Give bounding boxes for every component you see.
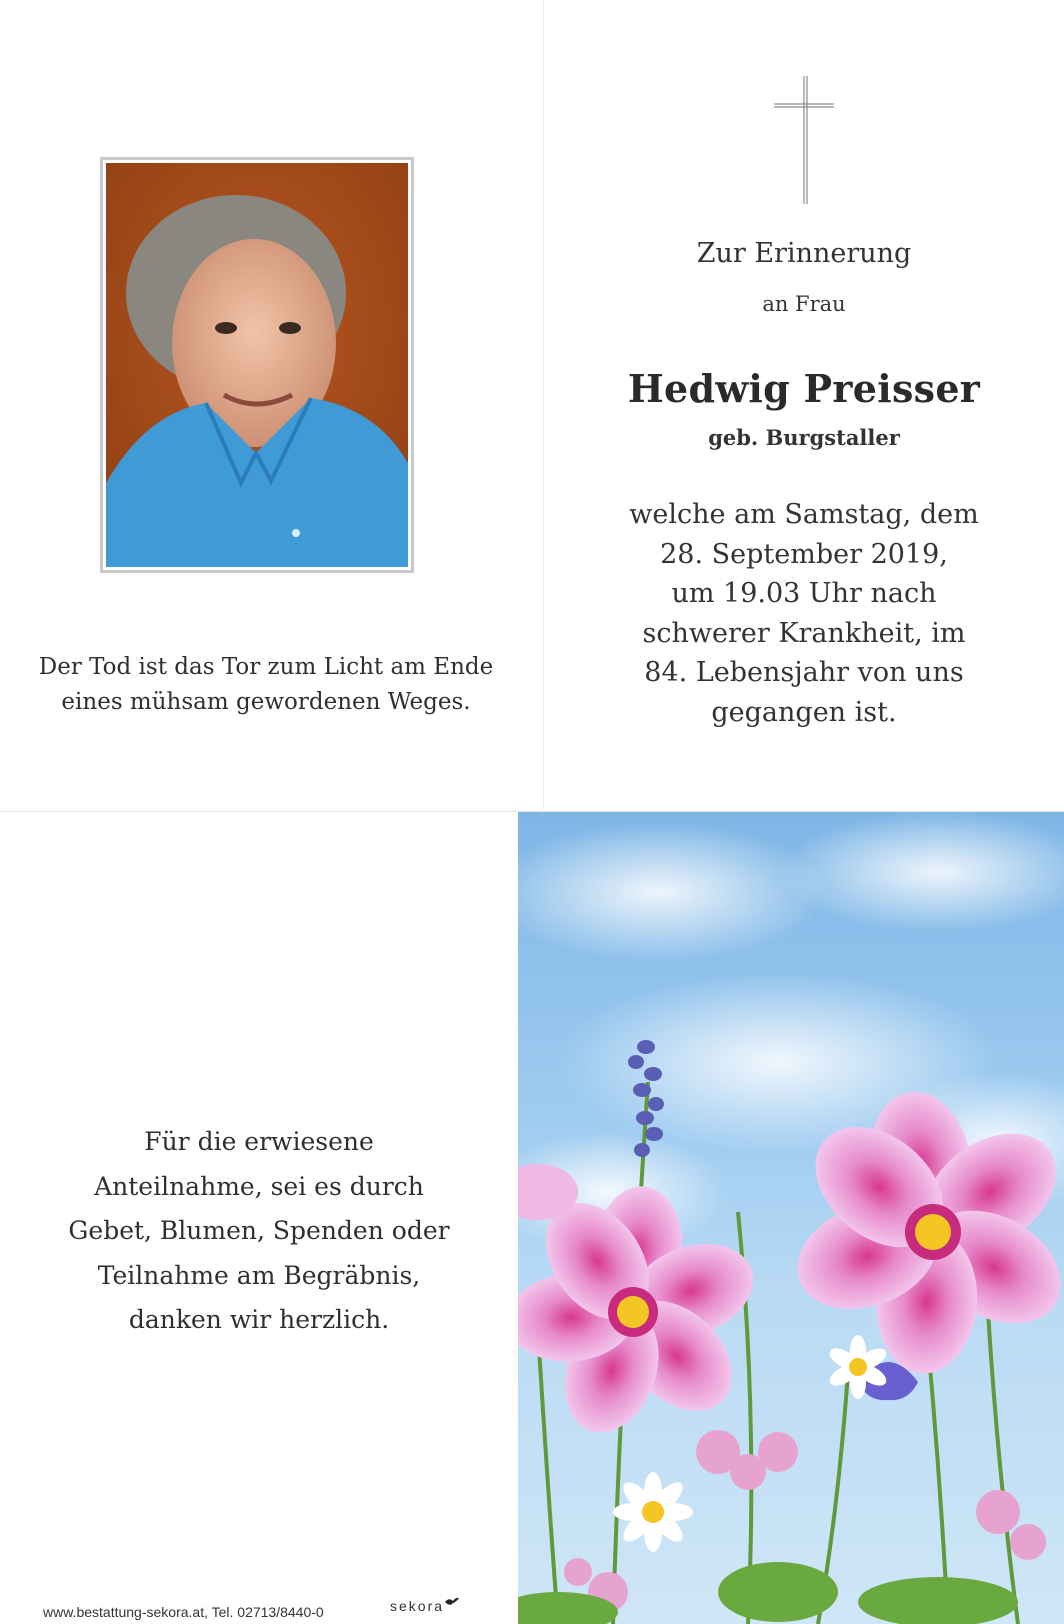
thanks-line: Für die erwiesene (144, 1127, 374, 1156)
fold-line-vertical (543, 0, 544, 812)
death-notice-line: 28. September 2019, (660, 538, 948, 570)
death-notice-line: 84. Lebensjahr von uns (644, 657, 964, 688)
memorial-intro: Zur Erinnerung (696, 238, 912, 269)
death-notice-line: gegangen ist. (711, 696, 897, 728)
fold-line-horizontal (0, 811, 1064, 812)
thanks-line: Gebet, Blumen, Spenden oder (68, 1216, 450, 1245)
quote-line-1: Der Tod ist das Tor zum Licht am Ende (38, 654, 494, 680)
thanks-line: Teilnahme am Begräbnis, (97, 1260, 421, 1290)
bird-logo-icon (444, 1596, 460, 1608)
death-notice-line: schwerer Krankheit, im (642, 617, 966, 649)
footer-contact: www.bestattung-sekora.at, Tel. 02713/8440-0 (43, 1604, 324, 1620)
death-notice-line: um 19.03 Uhr nach (671, 578, 937, 609)
panel-memorial (544, 0, 1064, 812)
panel-flowers (518, 812, 1064, 1624)
quote-line-2: eines mühsam gewordenen Weges. (61, 689, 471, 715)
footer-brand: sekora (390, 1598, 445, 1614)
flower-meadow-image (518, 812, 1064, 1624)
death-notice-line: welche am Samstag, dem (629, 499, 979, 530)
panel-photo (0, 0, 544, 812)
portrait-photo (100, 157, 414, 573)
cross-icon (772, 76, 836, 204)
thanks-line: Anteilnahme, sei es durch (94, 1171, 424, 1201)
portrait-image (106, 163, 408, 567)
deceased-name: Hedwig Preisser (627, 366, 981, 411)
maiden-name: geb. Burgstaller (708, 425, 900, 450)
thanks-line: danken wir herzlich. (128, 1305, 390, 1334)
salutation: an Frau (762, 292, 846, 316)
thanks-text (0, 1120, 518, 1343)
death-notice (544, 495, 1064, 732)
